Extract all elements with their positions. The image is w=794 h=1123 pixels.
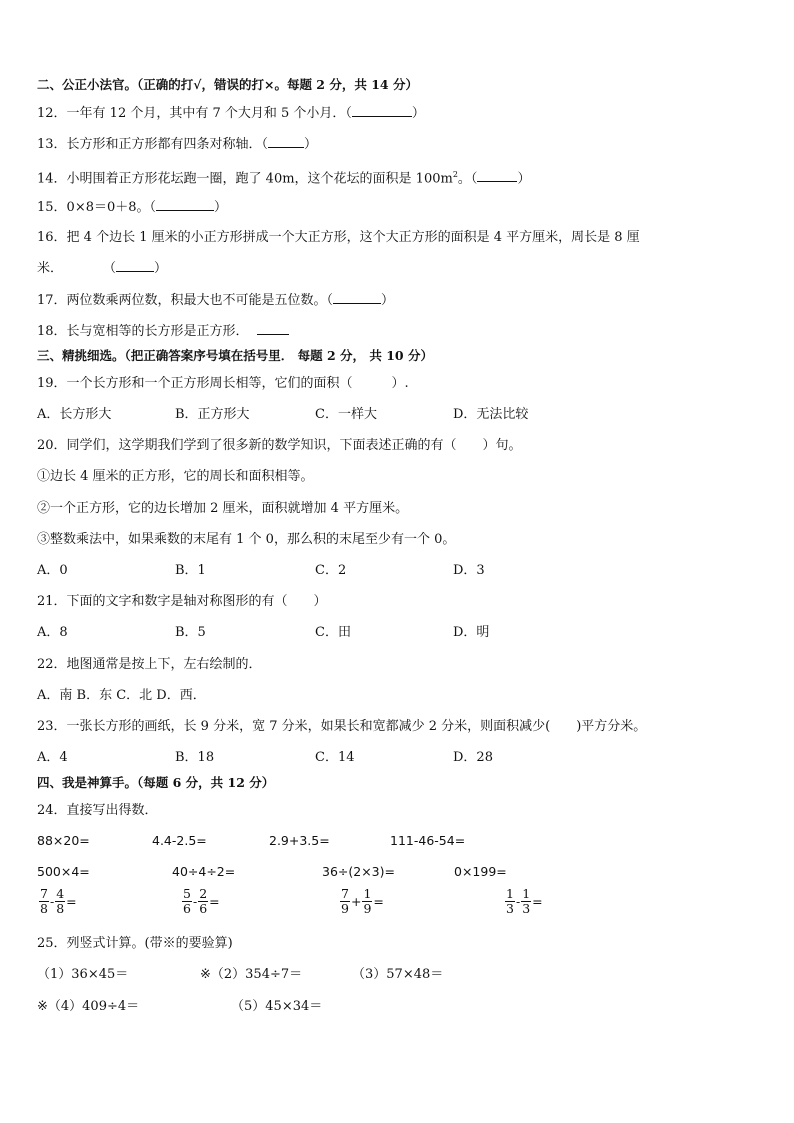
question-15-text: 15．0×8＝0＋8。（ <box>37 200 157 215</box>
question-13-close: ） <box>304 137 318 152</box>
question-23-stem: 23．一张长方形的画纸，长 9 分米，宽 7 分米，如果长和宽都减少 2 分米，则面积减少( )平方分米。 <box>37 719 647 734</box>
question-16-close: ） <box>154 261 168 276</box>
question-12 <box>37 105 425 122</box>
q20-statement-3: ③整数乘法中，如果乘数的末尾有 1 个 0，那么积的末尾至少有一个 0。 <box>37 532 456 547</box>
question-24-stem: 24．直接写出得数． <box>37 803 158 818</box>
frac4-den1: 3 <box>506 901 514 916</box>
q21-option-d[interactable]: D．明 <box>453 625 490 640</box>
frac3-op: + <box>350 893 362 909</box>
question-14-text-a: 14．小明围着正方形花坛跑一圈，跑了 40m，这个花坛的面积是 100m <box>37 171 453 187</box>
q19-option-a[interactable]: A．长方形大 <box>37 407 112 422</box>
calc-2: 4.4-2.5= <box>152 833 207 848</box>
calc-3: 2.9+3.5= <box>269 833 330 848</box>
question-21-stem: 21．下面的文字和数字是轴对称图形的有（ ） <box>37 594 327 609</box>
frac4-num1: 1 <box>506 886 514 901</box>
q21-option-c[interactable]: C．田 <box>315 625 351 640</box>
q19-option-c[interactable]: C．一样大 <box>315 407 377 422</box>
question-17 <box>37 292 394 309</box>
frac2-den1: 6 <box>183 901 191 916</box>
frac1-num2: 4 <box>56 886 65 901</box>
frac2-den2: 6 <box>199 901 208 916</box>
question-14-close: ） <box>517 171 531 187</box>
question-17-close: ） <box>381 293 395 308</box>
answer-blank-17[interactable] <box>333 292 381 304</box>
q19-option-b[interactable]: B．正方形大 <box>175 407 250 422</box>
question-15-close: ） <box>214 200 228 215</box>
frac3-num1: 7 <box>341 886 349 901</box>
question-14 <box>37 167 530 187</box>
frac1-eq: = <box>66 893 77 909</box>
question-12-text: 12．一年有 12 个月，其中有 7 个大月和 5 个小月．（ <box>37 106 352 121</box>
q20-statement-2: ②一个正方形，它的边长增加 2 厘米，面积就增加 4 平方厘米。 <box>37 501 409 516</box>
question-25-stem: 25．列竖式计算。(带※的要验算) <box>37 936 233 951</box>
q20-statement-1: ①边长 4 厘米的正方形，它的周长和面积相等。 <box>37 469 314 484</box>
frac1-den1: 8 <box>40 901 48 916</box>
q22-options[interactable]: A．南 B．东 C．北 D．西． <box>37 688 206 703</box>
question-16-line1: 16．把 4 个边长 1 厘米的小正方形拼成一个大正方形，这个大正方形的面积是 4 平方厘米，周长是 8 厘 <box>37 230 640 245</box>
q21-option-a[interactable]: A．8 <box>37 625 68 640</box>
vertical-calc-2: ※（2）354÷7＝ <box>200 967 303 982</box>
question-12-close: ） <box>411 106 425 121</box>
q20-option-c[interactable]: C．2 <box>315 563 347 578</box>
calc-4: 111-46-54= <box>390 833 466 848</box>
section-3-heading: 三、精挑细选。（把正确答案序号填在括号里． 每题 2 分， 共 10 分） <box>37 348 433 363</box>
answer-blank-14[interactable] <box>477 170 517 182</box>
vertical-calc-3: （3）57×48＝ <box>352 967 444 982</box>
calc-7: 36÷(2×3)= <box>322 864 395 879</box>
fraction-calc-4 <box>505 887 544 916</box>
calc-8: 0×199= <box>454 864 507 879</box>
calc-1: 88×20= <box>37 833 90 848</box>
q21-option-b[interactable]: B．5 <box>175 625 206 640</box>
frac1-op: - <box>49 893 55 909</box>
frac2-num1: 5 <box>183 886 191 901</box>
q20-option-d[interactable]: D．3 <box>453 563 485 578</box>
question-20-stem: 20．同学们，这学期我们学到了很多新的数学知识，下面表述正确的有（ ）句。 <box>37 438 522 453</box>
question-19-stem: 19．一个长方形和一个正方形周长相等，它们的面积（ ）. <box>37 376 409 391</box>
frac4-num2: 1 <box>522 886 531 901</box>
question-16-line2 <box>37 260 167 277</box>
fraction-calc-1 <box>39 887 78 916</box>
vertical-calc-5: （5）45×34＝ <box>231 999 323 1014</box>
frac3-den2: 9 <box>363 901 372 916</box>
frac3-num2: 1 <box>363 886 372 901</box>
calc-6: 40÷4÷2= <box>172 864 236 879</box>
q23-option-b[interactable]: B．18 <box>175 750 215 765</box>
q20-option-a[interactable]: A．0 <box>37 563 68 578</box>
calc-5: 500×4= <box>37 864 90 879</box>
question-22-stem: 22．地图通常是按上下，左右绘制的． <box>37 657 262 672</box>
frac4-op: - <box>515 893 521 909</box>
vertical-calc-4: ※（4）409÷4＝ <box>37 999 140 1014</box>
q23-option-a[interactable]: A．4 <box>37 750 68 765</box>
question-17-text: 17．两位数乘两位数，积最大也不可能是五位数。（ <box>37 293 334 308</box>
frac2-eq: = <box>209 893 220 909</box>
frac1-num1: 7 <box>40 886 48 901</box>
fraction-calc-2 <box>182 887 221 916</box>
answer-blank-15[interactable] <box>156 199 214 211</box>
question-13-text: 13．长方形和正方形都有四条对称轴．（ <box>37 137 269 152</box>
question-16-line2-text: 米． <box>37 261 64 276</box>
frac3-eq: = <box>373 893 384 909</box>
answer-blank-12[interactable] <box>352 105 412 117</box>
question-15 <box>37 199 227 216</box>
q19-option-d[interactable]: D．无法比较 <box>453 407 529 422</box>
fraction-calc-3 <box>340 887 385 916</box>
frac2-op: - <box>192 893 198 909</box>
frac3-den1: 9 <box>341 901 349 916</box>
question-14-sup: 2 <box>452 170 458 179</box>
q23-option-d[interactable]: D．28 <box>453 750 493 765</box>
answer-blank-18[interactable] <box>257 323 289 335</box>
section-2-heading: 二、公正小法官。（正确的打√，错误的打×。每题 2 分，共 14 分） <box>37 77 418 92</box>
answer-blank-13[interactable] <box>268 136 304 148</box>
question-18 <box>37 323 289 340</box>
frac4-den2: 3 <box>522 901 531 916</box>
frac2-num2: 2 <box>199 886 208 901</box>
frac1-den2: 8 <box>56 901 65 916</box>
question-13 <box>37 136 317 153</box>
q23-option-c[interactable]: C．14 <box>315 750 355 765</box>
question-18-text: 18．长与宽相等的长方形是正方形． <box>37 324 249 339</box>
section-4-heading: 四、我是神算手。（每题 6 分，共 12 分） <box>37 775 275 790</box>
question-14-text-b: 。（ <box>457 171 478 187</box>
vertical-calc-1: （1）36×45＝ <box>37 967 129 982</box>
q20-option-b[interactable]: B．1 <box>175 563 206 578</box>
answer-blank-16[interactable] <box>116 260 154 272</box>
frac4-eq: = <box>532 893 543 909</box>
question-16-open: （ <box>103 261 117 276</box>
